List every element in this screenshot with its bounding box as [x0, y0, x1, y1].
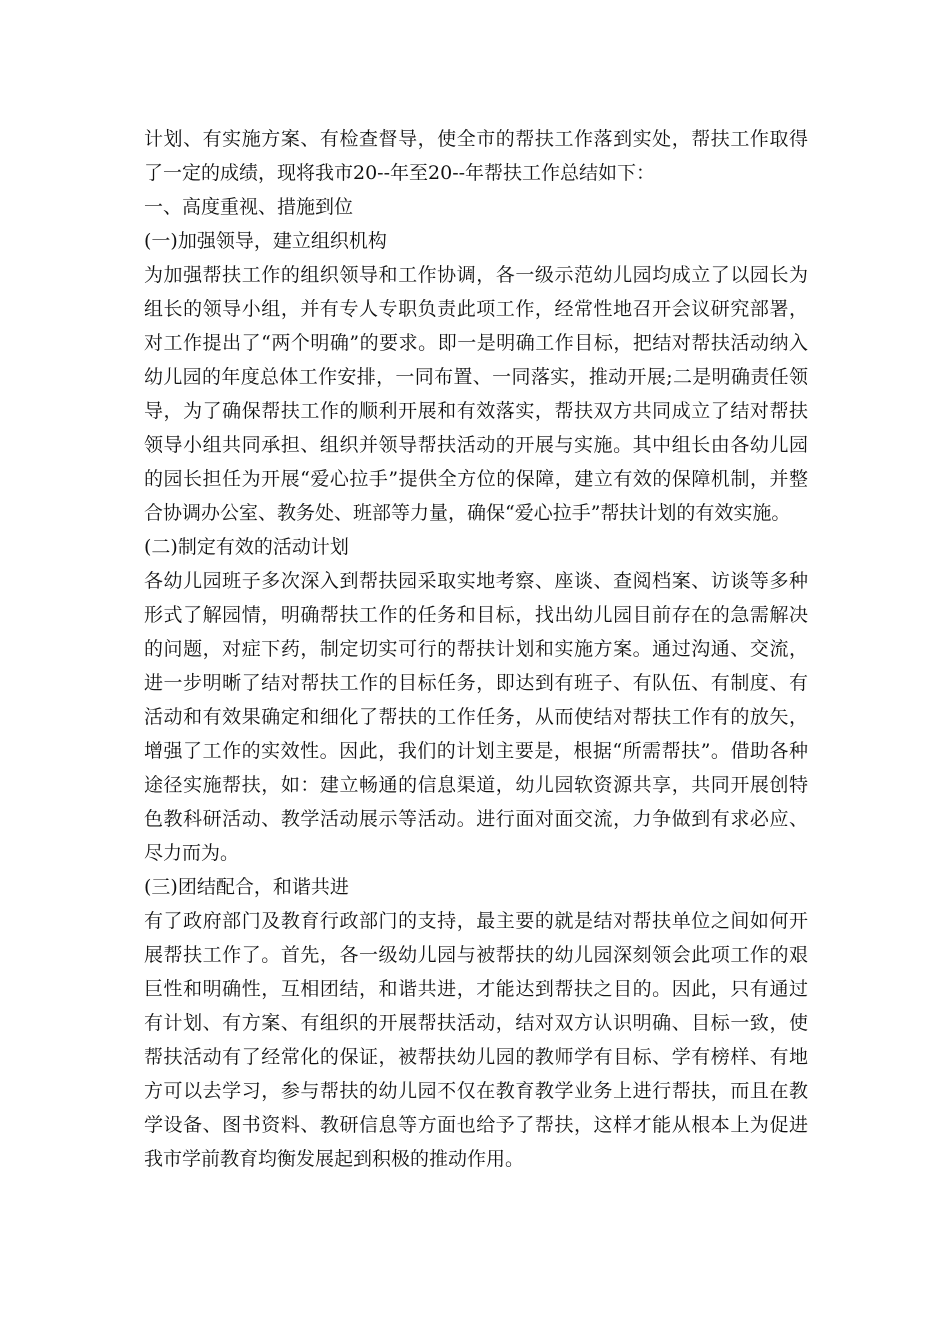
- subsection-1-body: 为加强帮扶工作的组织领导和工作协调，各一级示范幼儿园均成立了以园长为组长的领导小组，并有专人专职负责此项工作，经常性地召开会议研究部署，对工作提出了“两个明确”的要求。即一是明确工作目标，把结对帮扶活动纳入幼儿园的年度总体工作安排，一同布置、一同落实，推动开展;二是明确责任领导，为了确保帮扶工作的顺利开展和有效落实，帮扶双方共同成立了结对帮扶领导小组共同承担、组织并领导帮扶活动的开展与实施。其中组长由各幼儿园的园长担任为开展“爱心拉手”提供全方位的保障，建立有效的保障机制，并整合协调办公室、教务处、班部等力量，确保“爱心拉手”帮扶计划的有效实施。: [144, 264, 808, 524]
- section-1-title: 一、高度重视、措施到位: [144, 196, 354, 218]
- subsection-3-title: (三)团结配合，和谐共进: [144, 876, 349, 898]
- subsection-3-body: 有了政府部门及教育行政部门的支持，最主要的就是结对帮扶单位之间如何开展帮扶工作了。首先，各一级幼儿园与被帮扶的幼儿园深刻领会此项工作的艰巨性和明确性，互相团结，和谐共进，才能达到帮扶之目的。因此，只有通过有计划、有方案、有组织的开展帮扶活动，结对双方认识明确、目标一致，使帮扶活动有了经常化的保证，被帮扶幼儿园的教师学有目标、学有榜样、有地方可以去学习，参与帮扶的幼儿园不仅在教育教学业务上进行帮扶，而且在教学设备、图书资料、教研信息等方面也给予了帮扶，这样才能从根本上为促进我市学前教育均衡发展起到积极的推动作用。: [144, 910, 808, 1170]
- subsection-2-title: (二)制定有效的活动计划: [144, 536, 349, 558]
- intro-paragraph: 计划、有实施方案、有检查督导，使全市的帮扶工作落到实处，帮扶工作取得了一定的成绩，现将我市20--年至20--年帮扶工作总结如下：: [144, 128, 808, 184]
- subsection-2-body: 各幼儿园班子多次深入到帮扶园采取实地考察、座谈、查阅档案、访谈等多种形式了解园情，明确帮扶工作的任务和目标，找出幼儿园目前存在的急需解决的问题，对症下药，制定切实可行的帮扶计划和实施方案。通过沟通、交流，进一步明晰了结对帮扶工作的目标任务，即达到有班子、有队伍、有制度、有活动和有效果确定和细化了帮扶的工作任务，从而使结对帮扶工作有的放矢，增强了工作的实效性。因此，我们的计划主要是，根据“所需帮扶”。借助各种途径实施帮扶，如：建立畅通的信息渠道，幼儿园软资源共享，共同开展创特色教科研活动、教学活动展示等活动。进行面对面交流，力争做到有求必应、尽力而为。: [144, 570, 808, 864]
- subsection-1-title: (一)加强领导，建立组织机构: [144, 230, 387, 252]
- document-page: [144, 122, 808, 1176]
